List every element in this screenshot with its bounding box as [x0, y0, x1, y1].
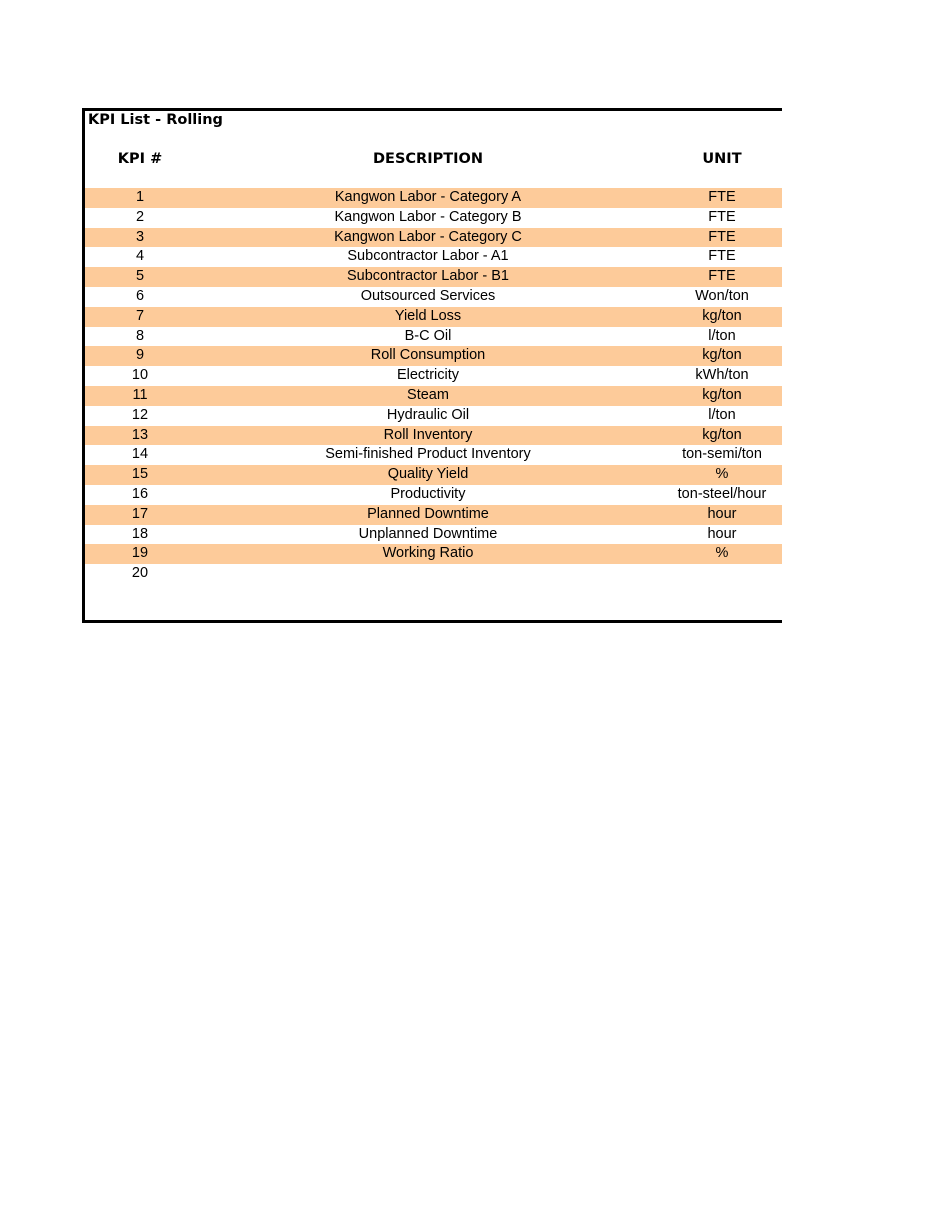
unit-cell: kg/ton: [702, 426, 742, 443]
table-row: [85, 544, 782, 564]
kpi-list-sheet: [82, 108, 782, 623]
kpi-number-cell: 8: [135, 327, 145, 344]
description-cell: Kangwon Labor - Category B: [334, 208, 522, 225]
description-cell: Subcontractor Labor - B1: [346, 268, 509, 285]
table-row: [85, 525, 782, 545]
unit-cell: FTE: [708, 228, 736, 245]
kpi-table-body: [85, 188, 782, 584]
unit-cell: FTE: [708, 268, 736, 285]
table-row: [85, 188, 782, 208]
description-cell: Hydraulic Oil: [386, 406, 470, 423]
unit-cell: kg/ton: [702, 307, 742, 324]
table-row: [85, 406, 782, 426]
table-row: [85, 208, 782, 228]
kpi-number-cell: 12: [131, 406, 149, 423]
kpi-number-cell: 2: [135, 208, 145, 225]
description-cell: Productivity: [390, 485, 466, 502]
unit-cell: FTE: [708, 208, 736, 225]
kpi-number-cell: 14: [131, 446, 149, 463]
unit-cell: FTE: [708, 248, 736, 265]
table-row: [85, 267, 782, 287]
table-row: [85, 426, 782, 446]
description-cell: Steam: [407, 386, 449, 403]
table-row: [85, 287, 782, 307]
header-description: DESCRIPTION: [373, 151, 483, 167]
kpi-number-cell: 13: [131, 426, 149, 443]
description-cell: Working Ratio: [382, 545, 474, 562]
table-row: [85, 307, 782, 327]
unit-cell: ton-semi/ton: [682, 446, 762, 463]
table-row: [85, 465, 782, 485]
description-cell: Semi-finished Product Inventory: [325, 446, 531, 463]
table-header-row: [85, 149, 782, 169]
sheet-title: KPI List - Rolling: [88, 112, 223, 128]
unit-cell: %: [715, 545, 729, 562]
kpi-number-cell: 17: [131, 505, 149, 522]
description-cell: B-C Oil: [404, 327, 452, 344]
table-row: [85, 247, 782, 267]
table-row: [85, 366, 782, 386]
description-cell: Electricity: [396, 367, 460, 384]
table-row: [85, 445, 782, 465]
unit-cell: Won/ton: [695, 287, 749, 304]
kpi-number-cell: 7: [135, 307, 145, 324]
description-cell: Roll Consumption: [370, 347, 486, 364]
table-row: [85, 386, 782, 406]
description-cell: Outsourced Services: [360, 287, 496, 304]
kpi-number-cell: 16: [131, 485, 149, 502]
description-cell: Yield Loss: [394, 307, 462, 324]
table-row: [85, 485, 782, 505]
table-row: [85, 346, 782, 366]
description-cell: Subcontractor Labor - A1: [347, 248, 509, 265]
unit-cell: kg/ton: [702, 347, 742, 364]
table-row: [85, 505, 782, 525]
kpi-number-cell: 20: [131, 565, 149, 582]
kpi-number-cell: 4: [135, 248, 145, 265]
kpi-number-cell: 15: [131, 466, 149, 483]
kpi-number-cell: 3: [135, 228, 145, 245]
unit-cell: %: [715, 466, 729, 483]
unit-cell: l/ton: [708, 406, 736, 423]
description-cell: Planned Downtime: [367, 505, 489, 522]
unit-cell: kWh/ton: [695, 367, 749, 384]
description-cell: Roll Inventory: [383, 426, 473, 443]
description-cell: Unplanned Downtime: [358, 525, 498, 542]
table-row: [85, 564, 782, 584]
table-row: [85, 327, 782, 347]
kpi-number-cell: 9: [135, 347, 145, 364]
unit-cell: ton-steel/hour: [677, 485, 767, 502]
kpi-number-cell: 18: [131, 525, 149, 542]
kpi-number-cell: 19: [131, 545, 149, 562]
kpi-number-cell: 10: [131, 367, 149, 384]
description-cell: Kangwon Labor - Category A: [334, 189, 522, 205]
unit-cell: hour: [707, 505, 737, 522]
kpi-number-cell: 11: [132, 386, 148, 403]
unit-cell: l/ton: [708, 327, 736, 344]
unit-cell: kg/ton: [702, 386, 742, 403]
table-row: [85, 228, 782, 248]
kpi-number-cell: 6: [135, 287, 145, 304]
header-unit: UNIT: [702, 151, 742, 167]
unit-cell: FTE: [708, 189, 736, 205]
header-kpi-number: KPI #: [117, 151, 163, 167]
description-cell: Quality Yield: [387, 466, 469, 483]
kpi-number-cell: 5: [135, 268, 145, 285]
description-cell: Kangwon Labor - Category C: [334, 228, 522, 245]
unit-cell: hour: [707, 525, 737, 542]
kpi-number-cell: 1: [135, 189, 145, 205]
